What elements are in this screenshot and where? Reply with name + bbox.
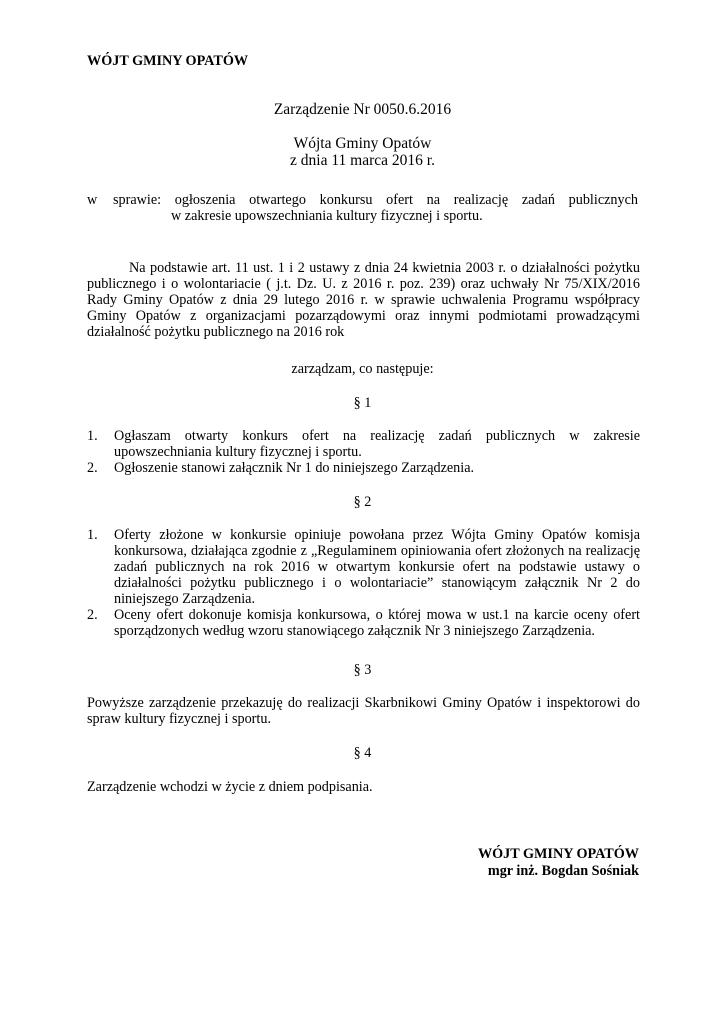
- list-item: [87, 428, 640, 460]
- section-mark-4: § 4: [353, 745, 372, 761]
- list-item: [87, 460, 640, 476]
- section-mark-2: § 2: [353, 494, 372, 510]
- list-item-number: 1.: [87, 428, 98, 444]
- document-issuer: Wójta Gminy Opatów: [293, 135, 432, 152]
- list-item: [87, 607, 640, 639]
- list-item-number: 2.: [87, 460, 98, 476]
- list-item-text: Oceny ofert dokonuje komisja konkursowa, o której mowa w ust.1 na karcie oceny ofert sporządzonych według wzoru stanowiącego załącznik Nr 3 niniejszego Zarządzenia.: [114, 607, 640, 639]
- subject-line-2: w zakresie upowszechniania kultury fizycznej i sportu.: [171, 208, 483, 224]
- section-mark-3: § 3: [353, 662, 372, 678]
- document-date: z dnia 11 marca 2016 r.: [290, 152, 435, 169]
- list-item-text: Ogłaszam otwarty konkurs ofert na realizację zadań publicznych w zakresie upowszechniania kultury fizycznej i sportu.: [114, 428, 640, 460]
- list-item-text: Oferty złożone w konkursie opiniuje powołana przez Wójta Gminy Opatów komisja konkursowa, działająca zgodnie z „Regulaminem opiniowania ofert złożonych na realizację zadań publicznych na rok 2016 w otwartym konkursie ofert na podstawie ustawy o działalności pożytku publicznego i o wolontariacie” stanowiącym załącznik Nr 2 do niniejszego Zarządzenia.: [114, 527, 640, 607]
- section-4-text: Zarządzenie wchodzi w życie z dniem podpisania.: [87, 779, 373, 795]
- signature-title: WÓJT GMINY OPATÓW: [477, 846, 639, 862]
- section-mark-1: § 1: [353, 395, 372, 411]
- section-1-list: [87, 428, 640, 476]
- list-item: [87, 527, 640, 607]
- list-item-text: Ogłoszenie stanowi załącznik Nr 1 do niniejszego Zarządzenia.: [114, 460, 475, 476]
- decree-statement: zarządzam, co następuje:: [291, 361, 434, 377]
- section-3-text: Powyższe zarządzenie przekazuję do realizacji Skarbnikowi Gminy Opatów i inspektorowi do spraw kultury fizycznej i sportu.: [87, 695, 640, 727]
- document-title: Zarządzenie Nr 0050.6.2016: [273, 101, 452, 118]
- list-item-number: 1.: [87, 527, 98, 543]
- signature-name: mgr inż. Bogdan Sośniak: [487, 863, 639, 879]
- subject-line-1: sprawie: ogłoszenia otwartego konkursu ofert na realizację zadań publicznych: [113, 192, 638, 208]
- issuer-header: WÓJT GMINY OPATÓW: [87, 53, 249, 69]
- list-item-number: 2.: [87, 607, 98, 623]
- section-2-list: [87, 527, 640, 639]
- legal-basis-paragraph: Na podstawie art. 11 ust. 1 i 2 ustawy z dnia 24 kwietnia 2003 r. o działalności pożytku publicznego i o wolontariacie ( j.t. Dz. U. z 2016 r. poz. 239) oraz uchwały Nr 75/XIX/2016 Rady Gminy Opatów z dnia 29 lutego 2016 r. w sprawie uchwalenia Programu współpracy Gminy Opatów z organizacjami pozarządowymi oraz innymi podmiotami prowadzącymi działalność pożytku publicznego na 2016 rok: [87, 260, 640, 340]
- subject-label: w: [87, 192, 98, 208]
